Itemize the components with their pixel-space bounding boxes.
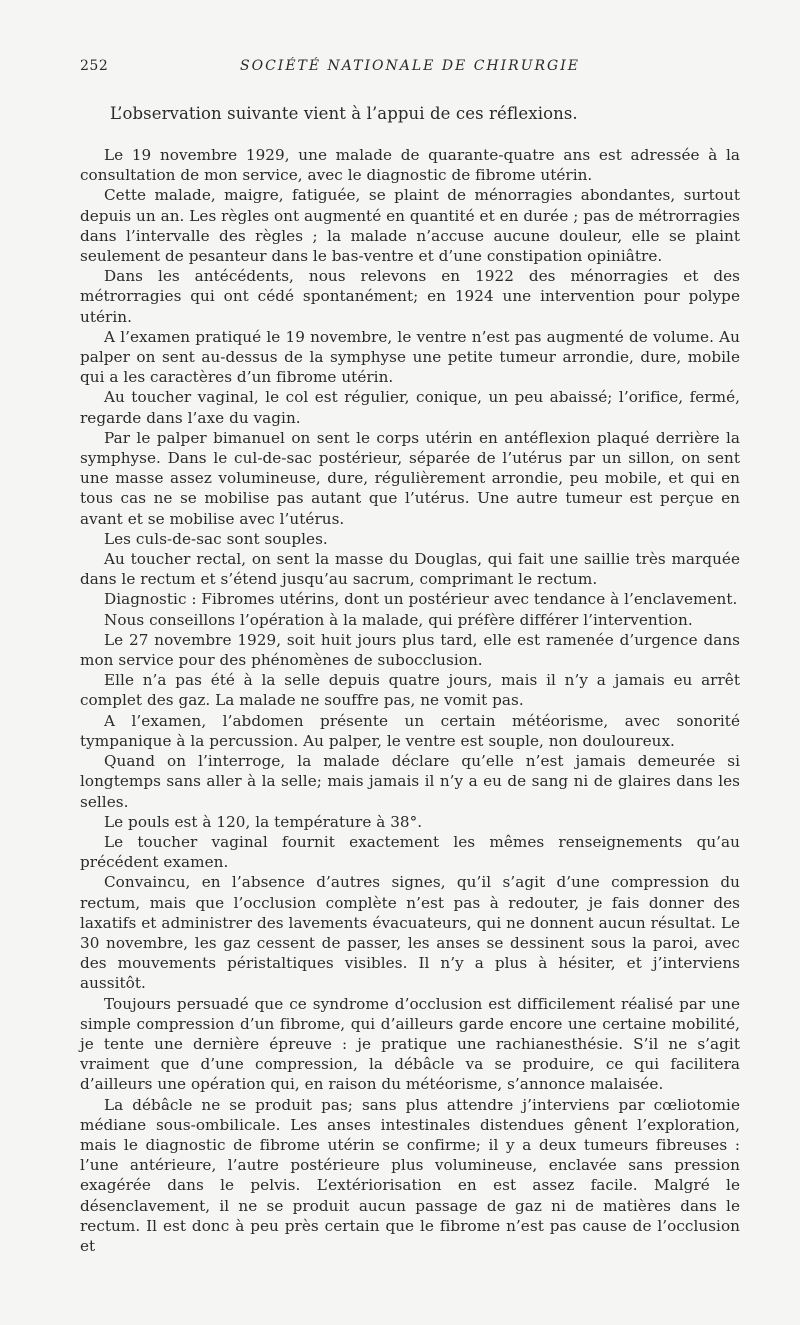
paragraph: A l’examen, l’abdomen présente un certain météorisme, avec sonorité tympanique à la percussion. Au palper, le ventre est souple, non douloureux. bbox=[80, 711, 740, 750]
running-title: SOCIÉTÉ NATIONALE DE CHIRURGIE bbox=[240, 58, 580, 74]
paragraph: La débâcle ne se produit pas; sans plus attendre j’interviens par cœliotomie médiane sous-ombilicale. Les anses intestinales distendues gênent l’exploration, mais le diagnostic de fibrome utérin se confirme; il y a deux tumeurs fibreuses : l’une antérieure, l’autre postérieure plus volumineuse, enclavée sans pression exagérée dans le pelvis. L’extériorisation en est assez facile. Malgré le désenclavement, il ne se produit aucun passage de gaz ni de matières dans le rectum. Il est donc à peu près certain que le fibrome n’est pas cause de l’occlusion et bbox=[80, 1095, 740, 1255]
paragraph: Cette malade, maigre, fatiguée, se plaint de ménorragies abondantes, surtout depuis un an. Les règles ont augmenté en quantité et en durée ; pas de métrorragies dans l’intervalle des règles ; la malade n’accuse aucune douleur, elle se plaint seulement de pesanteur dans le bas-ventre et d’une constipation opiniâtre. bbox=[80, 186, 740, 266]
paragraph: Quand on l’interroge, la malade déclare qu’elle n’est jamais demeurée si longtemps sans aller à la selle; mais jamais il n’y a eu de sang ni de glaires dans les selles. bbox=[80, 752, 740, 811]
paragraph: Toujours persuadé que ce syndrome d’occlusion est difficilement réalisé par une simple compression d’un fibrome, qui d’ailleurs garde encore une certaine mobilité, je tente une dernière épreuve : je pratique une rachianesthésie. S’il ne s’agit vraiment que d’une compression, la débâcle va se produire, ce qui facilitera d’ailleurs une opération qui, en raison du météorisme, s’annonce malaisée. bbox=[80, 994, 740, 1094]
paragraph: Elle n’a pas été à la selle depuis quatre jours, mais il n’y a jamais eu arrêt complet des gaz. La malade ne souffre pas, ne vomit pas. bbox=[80, 671, 740, 710]
paragraph: Convaincu, en l’absence d’autres signes, qu’il s’agit d’une compression du rectum, mais que l’occlusion complète n’est pas à redouter, je fais donner des laxatifs et administrer des lavements évacuateurs, qui ne donnent aucun résultat. Le 30 novembre, les gaz cessent de passer, les anses se dessinent sous la paroi, avec des mouvements péristaltiques visibles. Il n’y a plus à hésiter, et j’interviens aussitôt. bbox=[80, 873, 740, 993]
paragraph: Le 27 novembre 1929, soit huit jours plus tard, elle est ramenée d’urgence dans mon service pour des phénomènes de subocclusion. bbox=[80, 630, 740, 670]
paragraph: A l’examen pratiqué le 19 novembre, le ventre n’est pas augmenté de volume. Au palper on sent au-dessus de la symphyse une petite tumeur arrondie, dure, mobile qui a les caractères d’un fibrome utérin. bbox=[80, 327, 740, 387]
paragraph: Le 19 novembre 1929, une malade de quarante-quatre ans est adressée à la consultation de mon service, avec le diagnostic de fibrome utérin. bbox=[80, 146, 740, 185]
paragraph: Diagnostic : Fibromes utérins, dont un postérieur avec tendance à l’enclavement. bbox=[104, 590, 738, 609]
paragraph: Le pouls est à 120, la température à 38°. bbox=[104, 812, 423, 831]
paragraph: Nous conseillons l’opération à la malade, qui préfère différer l’intervention. bbox=[104, 610, 693, 629]
paragraph: Les culs-de-sac sont souples. bbox=[104, 529, 328, 548]
document-page bbox=[80, 58, 740, 1256]
paragraph: Au toucher vaginal, le col est régulier, conique, un peu abaissé; l’orifice, fermé, regarde dans l’axe du vagin. bbox=[80, 388, 740, 427]
intro-line: L’observation suivante vient à l’appui de ces réflexions. bbox=[110, 104, 578, 123]
paragraph: Par le palper bimanuel on sent le corps utérin en antéflexion plaqué derrière la symphyse. Dans le cul-de-sac postérieur, séparée de l’utérus par un sillon, on sent une masse assez volumineuse, dure, régulièrement arrondie, peu mobile, et qui en tous cas ne se mobilise pas autant que l’utérus. Une autre tumeur est perçue en avant et se mobilise avec l’utérus. bbox=[80, 428, 740, 528]
paragraph: Le toucher vaginal fournit exactement les mêmes renseignements qu’au précédent examen. bbox=[80, 832, 740, 872]
paragraph: Dans les antécédents, nous relevons en 1922 des ménorragies et des métrorragies qui ont cédé spontanément; en 1924 une intervention pour polype utérin. bbox=[80, 267, 740, 326]
body-text bbox=[80, 145, 740, 1256]
page-number: 252 bbox=[80, 58, 109, 74]
paragraph: Au toucher rectal, on sent la masse du Douglas, qui fait une saillie très marquée dans le rectum et s’étend jusqu’au sacrum, comprimant le rectum. bbox=[80, 550, 740, 589]
page-header bbox=[80, 58, 740, 82]
